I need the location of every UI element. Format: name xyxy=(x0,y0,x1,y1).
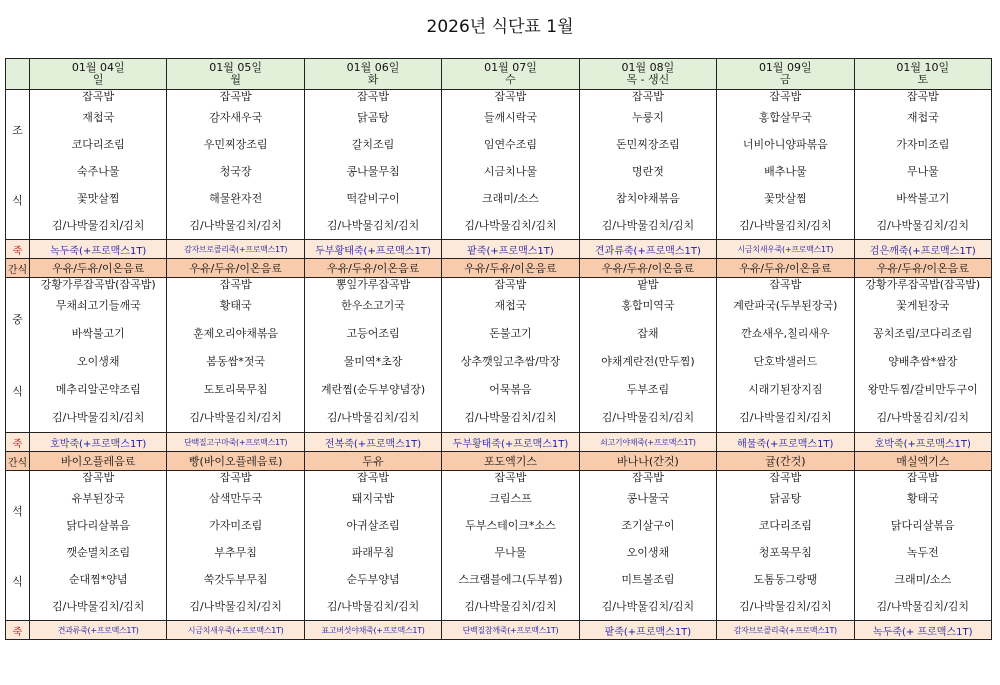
snack-cell: 귤(간것) xyxy=(717,452,854,471)
porridge-cell: 녹두죽(+ 프로맥스1T) xyxy=(854,621,991,640)
lunch-row xyxy=(6,278,992,433)
day-of-week: 일 xyxy=(92,73,104,86)
menu-item: 조기살구이 xyxy=(621,519,675,532)
menu-item: 잡곡밥 xyxy=(82,90,115,103)
porridge-cell: 표고버섯야채죽(+프로맥스1T) xyxy=(304,621,441,640)
menu-item: 김/나박물김치/김치 xyxy=(326,600,420,613)
snack-cell: 우유/두유/이온음료 xyxy=(854,259,991,278)
day-date: 01월 05일 xyxy=(209,61,262,74)
dinner-cell xyxy=(167,471,304,621)
dinner-cell xyxy=(442,471,579,621)
day-date: 01월 08일 xyxy=(621,61,675,74)
snack-cell: 매실엑기스 xyxy=(854,452,991,471)
menu-item: 오이생채 xyxy=(626,546,670,559)
porridge-cell: 견과류죽(+프로맥스1T) xyxy=(579,240,716,259)
breakfast_juk-row xyxy=(6,240,992,259)
menu-item: 고등어조림 xyxy=(346,327,400,340)
snack-cell: 포도엑기스 xyxy=(442,452,579,471)
lunch-cell xyxy=(717,278,854,433)
menu-item: 김/나박물김치/김치 xyxy=(876,411,969,424)
menu-item: 봄동쌈*젓국 xyxy=(206,355,265,368)
menu-item: 코다리조림 xyxy=(758,519,812,532)
menu-item: 단호박샐러드 xyxy=(753,355,818,368)
lunch-label xyxy=(6,278,30,433)
menu-item: 코다리조림 xyxy=(71,138,125,151)
day-header xyxy=(304,59,441,90)
menu-item: 두부조림 xyxy=(626,383,670,396)
menu-item: 잡곡밥 xyxy=(769,90,802,103)
day-date: 01월 06일 xyxy=(346,61,400,74)
snack-label: 간식 xyxy=(6,452,30,471)
menu-item: 잡채 xyxy=(637,327,659,340)
menu-item: 닭다리살볶음 xyxy=(890,519,955,532)
menu-item: 잡곡밥 xyxy=(906,471,939,484)
snack-cell: 바이오플레음료 xyxy=(30,452,167,471)
menu-item: 홍합미역국 xyxy=(621,299,675,312)
menu-item: 바싹불고기 xyxy=(896,192,950,205)
menu-item: 강황가루잡곡밥(잡곡밥) xyxy=(865,278,981,291)
menu-item: 잡곡밥 xyxy=(906,90,939,103)
snack-cell: 우유/두유/이온음료 xyxy=(579,259,716,278)
menu-item: 갈치조림 xyxy=(351,138,395,151)
menu-item: 닭곰탕 xyxy=(357,111,389,124)
menu-item: 두부스테이크*소스 xyxy=(465,519,556,532)
lunch-cell xyxy=(167,278,304,433)
menu-item: 무채쇠고기들깨국 xyxy=(55,299,141,312)
breakfast-cell xyxy=(442,90,579,240)
menu-item: 순두부양념 xyxy=(346,573,400,586)
menu-item: 잡곡밥 xyxy=(769,471,802,484)
porridge-cell: 녹두죽(+프로맥스1T) xyxy=(30,240,167,259)
menu-item: 오이생채 xyxy=(76,355,120,368)
menu-item: 재첩국 xyxy=(82,111,115,124)
menu-item: 김/나박물김치/김치 xyxy=(876,600,969,613)
day-date: 01월 04일 xyxy=(71,61,125,74)
menu-item: 닭다리살볶음 xyxy=(66,519,131,532)
menu-item: 청국장 xyxy=(219,165,252,178)
menu-item: 김/나박물김치/김치 xyxy=(52,411,145,424)
menu-table xyxy=(5,58,992,640)
header-row xyxy=(6,59,992,90)
meal-label-char: 중 xyxy=(12,313,23,326)
menu-item: 숙주나물 xyxy=(76,165,120,178)
menu-item: 김/나박물김치/김치 xyxy=(876,219,969,232)
menu-item: 황태국 xyxy=(219,299,252,312)
menu-item: 왕만두찜/갈비만두구이 xyxy=(867,383,978,396)
porridge-cell: 팥죽(+프로맥스1T) xyxy=(442,240,579,259)
menu-item: 깐쇼새우,칠리새우 xyxy=(741,327,830,340)
menu-item: 참치야채볶음 xyxy=(616,192,680,205)
porridge-cell: 호박죽(+프로맥스1T) xyxy=(30,433,167,452)
menu-item: 강황가루잡곡밥(잡곡밥) xyxy=(40,278,156,291)
breakfast-cell xyxy=(30,90,167,240)
menu-item: 시래기된장지짐 xyxy=(748,383,823,396)
day-header xyxy=(167,59,304,90)
menu-item: 잡곡밥 xyxy=(494,278,527,291)
menu-item: 김/나박물김치/김치 xyxy=(189,219,282,232)
porridge-cell: 견과류죽(+프로맥스1T) xyxy=(30,621,167,640)
porridge-cell: 감자브로콜리죽(+프로맥스1T) xyxy=(717,621,854,640)
menu-item: 잡곡밥 xyxy=(219,471,252,484)
menu-item: 우민찌장조림 xyxy=(203,138,268,151)
porridge-cell: 두부황태죽(+프로맥스1T) xyxy=(304,240,441,259)
porridge-cell: 시금치새우죽(+프로맥스1T) xyxy=(717,240,854,259)
menu-item: 황태국 xyxy=(906,492,939,505)
menu-item: 김/나박물김치/김치 xyxy=(739,411,832,424)
menu-item: 김/나박물김치/김치 xyxy=(464,600,557,613)
menu-item: 잡곡밥 xyxy=(357,90,389,103)
snack-cell: 우유/두유/이온음료 xyxy=(442,259,579,278)
menu-item: 들깨시락국 xyxy=(483,111,538,124)
porridge-cell: 전복죽(+프로맥스1T) xyxy=(304,433,441,452)
menu-item: 아귀살조림 xyxy=(346,519,400,532)
day-date: 01월 07일 xyxy=(484,61,537,74)
menu-item: 재첩국 xyxy=(494,299,527,312)
juk-label: 죽 xyxy=(6,433,30,452)
menu-item: 메추리알곤약조림 xyxy=(55,383,141,396)
breakfast-cell xyxy=(717,90,854,240)
menu-item: 양배추쌈*쌈장 xyxy=(888,355,958,368)
menu-item: 너비아니양파볶음 xyxy=(742,138,828,151)
breakfast-cell xyxy=(167,90,304,240)
menu-item: 콩나물무침 xyxy=(346,165,400,178)
menu-item: 임연수조림 xyxy=(483,138,538,151)
menu-item: 콩나물국 xyxy=(626,492,670,505)
menu-item: 유부된장국 xyxy=(71,492,125,505)
menu-item: 홍합살무국 xyxy=(758,111,812,124)
dinner-label xyxy=(6,471,30,621)
porridge-cell: 검은깨죽(+프로맥스1T) xyxy=(854,240,991,259)
menu-item: 팥밥 xyxy=(637,278,659,291)
snack-cell: 두유 xyxy=(304,452,441,471)
dinner-cell xyxy=(30,471,167,621)
menu-item: 배추나물 xyxy=(764,165,807,178)
porridge-cell: 단백질참깨죽(+프로맥스1T) xyxy=(442,621,579,640)
menu-item: 잡곡밥 xyxy=(631,90,664,103)
menu-item: 한우소고기국 xyxy=(341,299,405,312)
menu-item: 가자미조림 xyxy=(209,519,263,532)
menu-item: 김/나박물김치/김치 xyxy=(464,219,557,232)
menu-item: 어묵볶음 xyxy=(489,383,532,396)
day-header xyxy=(442,59,579,90)
menu-item: 잡곡밥 xyxy=(357,471,389,484)
page-title: 2026년 식단표 1월 xyxy=(426,17,574,37)
juk-label: 죽 xyxy=(6,240,30,259)
breakfast-row xyxy=(6,90,992,240)
menu-item: 떡갈비구이 xyxy=(346,192,400,205)
menu-item: 김/나박물김치/김치 xyxy=(52,600,145,613)
menu-item: 잡곡밥 xyxy=(219,278,252,291)
menu-item: 무나물 xyxy=(906,165,939,178)
porridge-cell: 두부황태죽(+프로맥스1T) xyxy=(442,433,579,452)
snack1-row xyxy=(6,259,992,278)
menu-item: 잡곡밥 xyxy=(631,471,664,484)
porridge-cell: 팥죽(+프로맥스1T) xyxy=(579,621,716,640)
menu-item: 돼지국밥 xyxy=(351,492,395,505)
menu-item: 꽃게된장국 xyxy=(896,299,950,312)
corner-cell xyxy=(6,59,30,90)
lunch-cell xyxy=(442,278,579,433)
menu-item: 가자미조림 xyxy=(896,138,950,151)
menu-item: 뽕잎가루잡곡밥 xyxy=(335,278,411,291)
menu-item: 계란파국(두부된장국) xyxy=(733,299,838,312)
porridge-cell: 감자브로콜리죽(+프로맥스1T) xyxy=(167,240,304,259)
lunch_juk-row xyxy=(6,433,992,452)
menu-item: 도토리묵무침 xyxy=(203,383,268,396)
menu-item: 깻순멸치조림 xyxy=(66,546,131,559)
day-date: 01월 10일 xyxy=(896,61,950,74)
menu-item: 잡곡밥 xyxy=(82,471,115,484)
menu-item: 김/나박물김치/김치 xyxy=(189,600,282,613)
lunch-cell xyxy=(579,278,716,433)
breakfast-cell xyxy=(579,90,716,240)
menu-item: 김/나박물김치/김치 xyxy=(739,219,832,232)
menu-item: 부추무침 xyxy=(214,546,257,559)
dinner-cell xyxy=(717,471,854,621)
menu-item: 김/나박물김치/김치 xyxy=(52,219,145,232)
snack-cell: 빵(바이오플레음료) xyxy=(167,452,304,471)
menu-item: 계란찜(순두부양념장) xyxy=(320,383,426,396)
menu-item: 시금치나물 xyxy=(483,165,538,178)
meal-label-char: 식 xyxy=(12,574,23,588)
menu-item: 재첩국 xyxy=(906,111,939,124)
menu-item: 명란젓 xyxy=(631,165,664,178)
day-header xyxy=(854,59,991,90)
meal-label-char: 식 xyxy=(12,193,23,207)
day-of-week: 금 xyxy=(780,73,791,86)
menu-item: 크래미/소스 xyxy=(894,573,952,586)
day-header xyxy=(579,59,716,90)
day-date: 01월 09일 xyxy=(758,61,812,74)
breakfast-cell xyxy=(854,90,991,240)
dinner-row xyxy=(6,471,992,621)
menu-item: 순대찜*양념 xyxy=(68,573,128,586)
menu-item: 김/나박물김치/김치 xyxy=(189,411,282,424)
snack-cell: 바나나(간것) xyxy=(579,452,716,471)
menu-item: 잡곡밥 xyxy=(219,90,252,103)
meal-label-char: 조 xyxy=(12,123,23,137)
day-header xyxy=(30,59,167,90)
menu-item: 김/나박물김치/김치 xyxy=(601,219,695,232)
menu-item: 미트볼조림 xyxy=(621,573,675,586)
day-of-week: 월 xyxy=(230,73,241,86)
day-of-week: 목 - 생신 xyxy=(626,73,670,86)
porridge-cell: 호박죽(+프로맥스1T) xyxy=(854,433,991,452)
dinner-cell xyxy=(304,471,441,621)
menu-item: 해물완자전 xyxy=(209,192,263,205)
menu-item: 훈제오리야채볶음 xyxy=(193,327,279,340)
menu-item: 김/나박물김치/김치 xyxy=(601,600,695,613)
menu-item: 잡곡밥 xyxy=(494,471,527,484)
menu-item: 크림스프 xyxy=(489,492,532,505)
menu-item: 돈불고기 xyxy=(489,327,532,340)
menu-item: 잡곡밥 xyxy=(769,278,802,291)
menu-item: 파래무침 xyxy=(351,546,395,559)
porridge-cell: 해물죽(+프로맥스1T) xyxy=(717,433,854,452)
menu-item: 김/나박물김치/김치 xyxy=(326,219,420,232)
meal-label-char: 석 xyxy=(12,504,23,518)
menu-item: 김/나박물김치/김치 xyxy=(739,600,832,613)
porridge-cell: 시금치새우죽(+프로맥스1T) xyxy=(167,621,304,640)
menu-item: 야채계란전(만두찜) xyxy=(601,355,695,368)
menu-item: 꽃맛살찜 xyxy=(764,192,807,205)
menu-item: 김/나박물김치/김치 xyxy=(326,411,420,424)
menu-item: 잡곡밥 xyxy=(494,90,527,103)
menu-item: 삼색만두국 xyxy=(209,492,263,505)
snack-cell: 우유/두유/이온음료 xyxy=(304,259,441,278)
day-of-week: 토 xyxy=(917,73,929,86)
lunch-cell xyxy=(30,278,167,433)
menu-item: 꽃맛살찜 xyxy=(76,192,120,205)
day-header xyxy=(717,59,854,90)
menu-item: 김/나박물김치/김치 xyxy=(601,411,695,424)
menu-item: 물미역*초장 xyxy=(343,355,403,368)
menu-item: 김/나박물김치/김치 xyxy=(464,411,557,424)
menu-item: 도톰동그랑땡 xyxy=(753,573,818,586)
menu-item: 크래미/소스 xyxy=(482,192,539,205)
breakfast-cell xyxy=(304,90,441,240)
menu-item: 닭곰탕 xyxy=(769,492,802,505)
snack-cell: 우유/두유/이온음료 xyxy=(167,259,304,278)
menu-item: 꽁치조림/코다리조림 xyxy=(873,327,973,340)
day-of-week: 수 xyxy=(505,73,516,86)
porridge-cell: 단백질고구마죽(+프로맥스1T) xyxy=(167,433,304,452)
dinner-cell xyxy=(854,471,991,621)
breakfast-label xyxy=(6,90,30,240)
menu-item: 쑥갓두부무침 xyxy=(203,573,268,586)
snack-cell: 우유/두유/이온음료 xyxy=(30,259,167,278)
snack-label: 간식 xyxy=(6,259,30,278)
menu-item: 돈민찌장조림 xyxy=(616,138,680,151)
dinner_juk-row xyxy=(6,621,992,640)
juk-label: 죽 xyxy=(6,621,30,640)
menu-item: 감자새우국 xyxy=(209,111,263,124)
menu-item: 누룽지 xyxy=(631,111,664,124)
menu-item: 바싹불고기 xyxy=(71,327,125,340)
porridge-cell: 쇠고기야채죽(+프로맥스1T) xyxy=(579,433,716,452)
meal-label-char: 식 xyxy=(12,385,23,398)
menu-item: 상추깻잎고추쌈/막장 xyxy=(460,355,561,368)
menu-item: 청포묵무침 xyxy=(758,546,812,559)
menu-item: 무나물 xyxy=(494,546,527,559)
lunch-cell xyxy=(304,278,441,433)
menu-item: 스크램블에그(두부찜) xyxy=(458,573,563,586)
snack2-row xyxy=(6,452,992,471)
snack-cell: 우유/두유/이온음료 xyxy=(717,259,854,278)
menu-item: 녹두전 xyxy=(906,546,939,559)
day-of-week: 화 xyxy=(367,73,379,86)
dinner-cell xyxy=(579,471,716,621)
lunch-cell xyxy=(854,278,991,433)
